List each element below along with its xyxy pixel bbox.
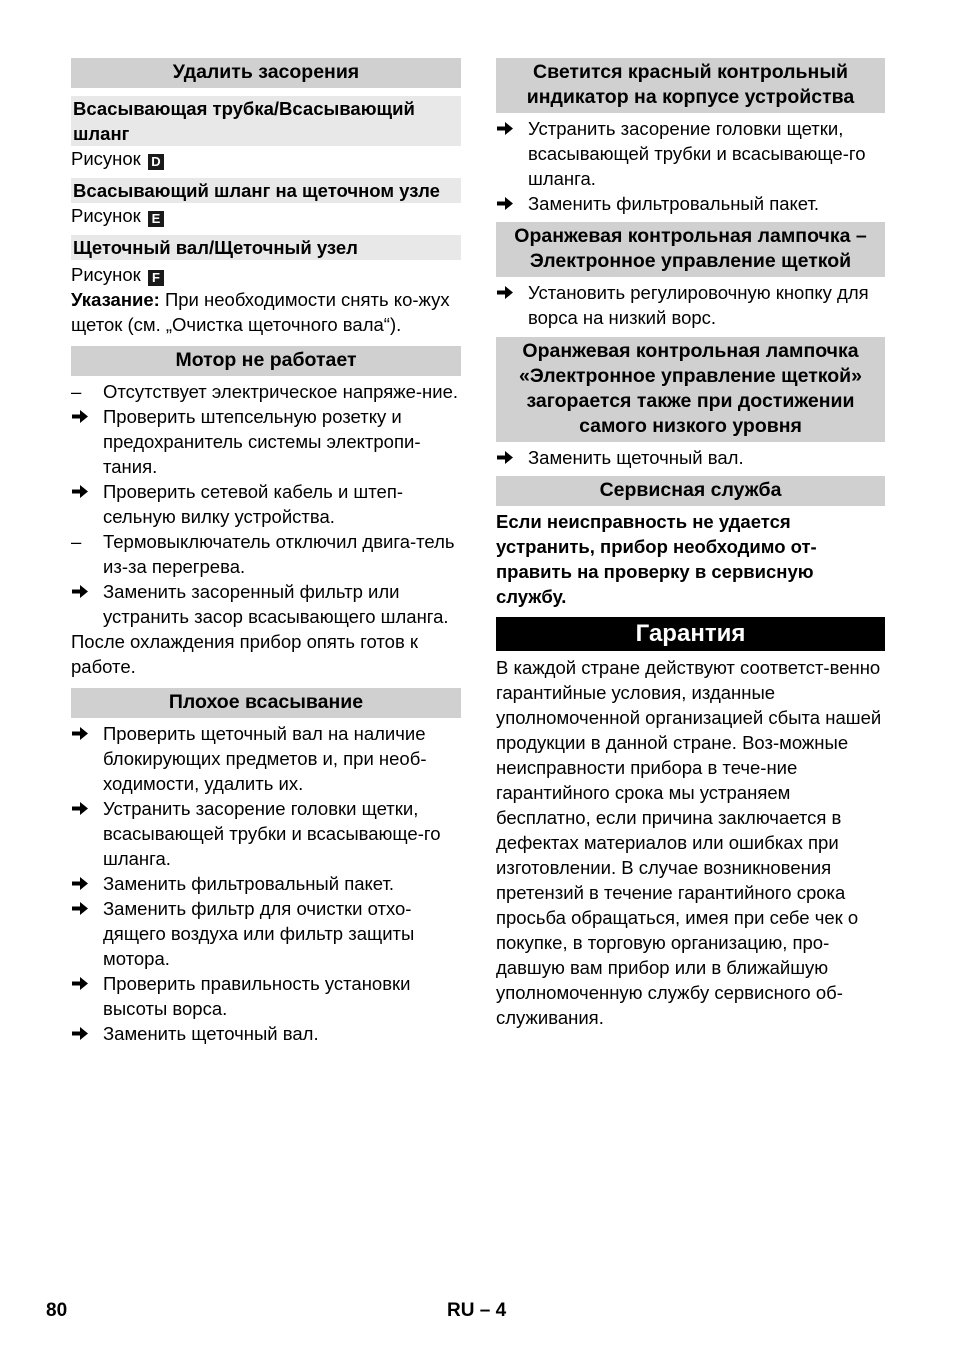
right-column — [496, 58, 885, 1030]
motor-list — [71, 379, 461, 629]
list-item: – Отсутствует электрическое напряже-ние. — [71, 381, 459, 402]
warranty-paragraph: В каждой стране действуют соответст-венно гарантийные условия, изданные уполномоченной организацией сбыта нашей продукции в данной стране. Воз-можные неисправности прибора в тече-ние гарантийного срока мы устраняем бесплатно, если причина заключается в дефектах материалов или ошибках при изготовлении. В случае возникновения претензий в течение гарантийного срока просьба обращаться, имея при себе чек о покупке, в торговую организацию, про-давшую вам прибор или в ближайшую уполномоченную службу сервисного об-служивания. — [496, 657, 882, 1028]
list-item: Устранить засорение головки щетки, всасывающей трубки и всасывающе-го шланга. — [71, 796, 461, 871]
list-item: – Термовыключатель отключил двига-тель из-за перегрева. — [71, 531, 455, 577]
figure-letter-badge: F — [148, 270, 164, 286]
arrow-right-icon — [71, 796, 97, 816]
list-item: Заменить засоренный фильтр или устранить засор всасывающего шланга. — [71, 579, 461, 629]
list-item: Заменить щеточный вал. — [496, 445, 885, 470]
arrow-right-icon — [71, 404, 97, 424]
section-heading-red-indicator: Светится красный контрольный индикатор на корпусе устройства — [496, 58, 885, 113]
arrow-right-icon — [496, 445, 522, 465]
figure-letter-badge: E — [148, 211, 164, 227]
arrow-right-icon — [496, 191, 522, 211]
list-item: Устранить засорение головки щетки, всасывающей трубки и всасывающе-го шланга. — [496, 116, 885, 191]
subheading-suction-tube: Всасывающая трубка/Всасывающий шланг — [71, 96, 461, 146]
arrow-right-icon — [71, 1021, 97, 1041]
arrow-right-icon — [71, 871, 97, 891]
orange-lamp-lowest-list — [496, 445, 885, 470]
arrow-right-icon — [496, 116, 522, 136]
arrow-right-icon — [71, 579, 97, 599]
list-item: Заменить фильтр для очистки отхо-дящего воздуха или фильтр защиты мотора. — [71, 896, 461, 971]
note-paragraph — [71, 287, 461, 337]
red-indicator-list — [496, 116, 885, 216]
dash-marker: – — [71, 531, 82, 552]
arrow-right-icon — [71, 479, 97, 499]
arrow-right-icon — [496, 280, 522, 300]
section-heading-poor-suction: Плохое всасывание — [71, 688, 461, 718]
after-cooling-paragraph: После охлаждения прибор опять готов к работе. — [71, 631, 419, 677]
arrow-right-icon — [71, 971, 97, 991]
service-paragraph: Если неисправность не удается устранить, прибор необходимо от-править на проверку в сервисную службу. — [496, 511, 817, 607]
section-heading-service: Сервисная служба — [496, 476, 885, 506]
figure-label: Рисунок — [71, 264, 141, 285]
list-item: Проверить штепсельную розетку и предохранитель системы электропи-тания. — [71, 404, 461, 479]
figure-label: Рисунок — [71, 205, 141, 226]
list-item: Проверить сетевой кабель и штеп-сельную вилку устройства. — [71, 479, 461, 529]
section-heading-orange-lamp-electronic: Оранжевая контрольная лампочка – Электронное управление щеткой — [496, 222, 885, 277]
arrow-right-icon — [71, 721, 97, 741]
list-item: Заменить фильтровальный пакет. — [496, 191, 885, 216]
figure-label: Рисунок — [71, 148, 141, 169]
section-heading-orange-lamp-lowest-level: Оранжевая контрольная лампочка «Электронное управление щеткой» загорается также при достижении самого низкого уровня — [496, 337, 885, 442]
subheading-hose-brush-unit: Всасывающий шланг на щеточном узле — [71, 178, 461, 203]
list-item: Проверить правильность установки высоты ворса. — [71, 971, 461, 1021]
figure-letter-badge: D — [148, 154, 164, 170]
footer-section-label: RU – 4 — [447, 1300, 507, 1321]
arrow-right-icon — [71, 896, 97, 916]
note-label: Указание: — [71, 289, 160, 310]
list-item: Проверить щеточный вал на наличие блокирующих предметов и, при необ-ходимости, удалить их. — [71, 721, 461, 796]
subheading-brush-roller: Щеточный вал/Щеточный узел — [71, 235, 461, 260]
figure-reference-f — [71, 262, 461, 287]
figure-reference-d — [71, 146, 461, 171]
figure-reference-e — [71, 203, 461, 228]
list-item: Заменить фильтровальный пакет. — [71, 871, 461, 896]
list-item: Установить регулировочную кнопку для ворса на низкий ворс. — [496, 280, 885, 330]
dash-marker: – — [71, 381, 82, 402]
poor-suction-list — [71, 721, 461, 1046]
section-heading-remove-blockages: Удалить засорения — [71, 58, 461, 88]
orange-lamp-list — [496, 280, 885, 330]
left-column — [71, 58, 461, 1046]
page-number: 80 — [46, 1300, 68, 1321]
warranty-heading: Гарантия — [496, 617, 885, 651]
list-item: Заменить щеточный вал. — [71, 1021, 461, 1046]
section-heading-motor-not-working: Мотор не работает — [71, 346, 461, 376]
note-text: При необходимости снять ко-жух щеток (см. „Очистка щеточного вала“). — [71, 289, 450, 335]
